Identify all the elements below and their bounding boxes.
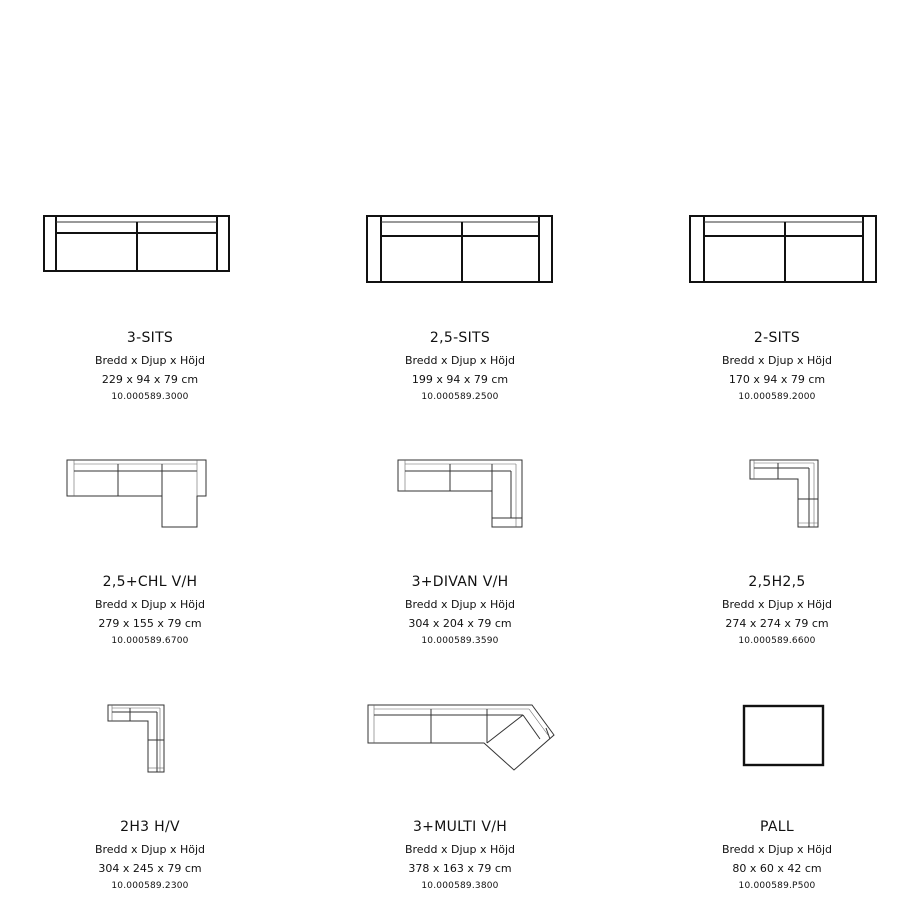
article-number: 10.000589.6700	[111, 636, 189, 646]
article-number: 10.000589.2300	[111, 881, 189, 891]
dimensions-value: 274 x 274 x 79 cm	[725, 617, 829, 630]
article-number: 10.000589.6600	[738, 636, 816, 646]
dimensions-label: Bredd x Djup x Höjd	[721, 598, 833, 611]
dimensions-label: Bredd x Djup x Höjd	[404, 843, 516, 856]
sofa-multi-angled-icon	[310, 695, 610, 785]
dimensions-value: 304 x 245 x 79 cm	[98, 862, 202, 875]
product-name: 2-SITS	[753, 330, 801, 346]
sofa-divan-icon	[310, 450, 610, 540]
article-number: 10.000589.3590	[421, 636, 499, 646]
product-name: 2,5+CHL V/H	[102, 574, 198, 590]
dimensions-value: 279 x 155 x 79 cm	[98, 617, 202, 630]
corner-sofa-2h3-icon	[0, 695, 300, 785]
article-number: 10.000589.P500	[738, 881, 816, 891]
dimensions-value: 80 x 60 x 42 cm	[732, 862, 822, 875]
sofa-2-5-seat-icon	[310, 200, 610, 300]
product-3-multi	[310, 695, 610, 895]
footstool-icon	[633, 695, 900, 785]
product-name: 3+MULTI V/H	[412, 819, 508, 835]
dimensions-value: 170 x 94 x 79 cm	[728, 373, 826, 386]
dimensions-value: 199 x 94 x 79 cm	[411, 373, 509, 386]
product-2-5h2-5	[633, 450, 900, 650]
product-2-5-sits	[310, 200, 610, 410]
dimensions-label: Bredd x Djup x Höjd	[721, 354, 833, 367]
article-number: 10.000589.3800	[421, 881, 499, 891]
product-name: 3+DIVAN V/H	[411, 574, 509, 590]
dimensions-value: 378 x 163 x 79 cm	[408, 862, 512, 875]
product-name: PALL	[760, 819, 794, 835]
article-number: 10.000589.3000	[111, 392, 189, 402]
dimensions-label: Bredd x Djup x Höjd	[94, 598, 206, 611]
dimensions-label: Bredd x Djup x Höjd	[721, 843, 833, 856]
dimensions-value: 229 x 94 x 79 cm	[101, 373, 199, 386]
product-3-divan	[310, 450, 610, 650]
article-number: 10.000589.2500	[421, 392, 499, 402]
dimensions-label: Bredd x Djup x Höjd	[404, 354, 516, 367]
dimensions-value: 304 x 204 x 79 cm	[408, 617, 512, 630]
product-name: 2H3 H/V	[120, 819, 180, 835]
product-name: 2,5H2,5	[748, 574, 806, 590]
corner-sofa-icon	[633, 450, 900, 540]
dimensions-label: Bredd x Djup x Höjd	[94, 843, 206, 856]
sofa-3-seat-icon	[0, 200, 300, 300]
product-pall	[633, 695, 900, 895]
product-name: 3-SITS	[126, 330, 174, 346]
product-2-sits	[633, 200, 900, 410]
dimensions-label: Bredd x Djup x Höjd	[94, 354, 206, 367]
product-3-sits	[0, 200, 300, 410]
product-2h3	[0, 695, 300, 895]
dimensions-label: Bredd x Djup x Höjd	[404, 598, 516, 611]
article-number: 10.000589.2000	[738, 392, 816, 402]
product-2-5-chl	[0, 450, 300, 650]
sofa-chaise-longue-icon	[0, 450, 300, 540]
sofa-2-seat-icon	[633, 200, 900, 300]
product-name: 2,5-SITS	[429, 330, 491, 346]
